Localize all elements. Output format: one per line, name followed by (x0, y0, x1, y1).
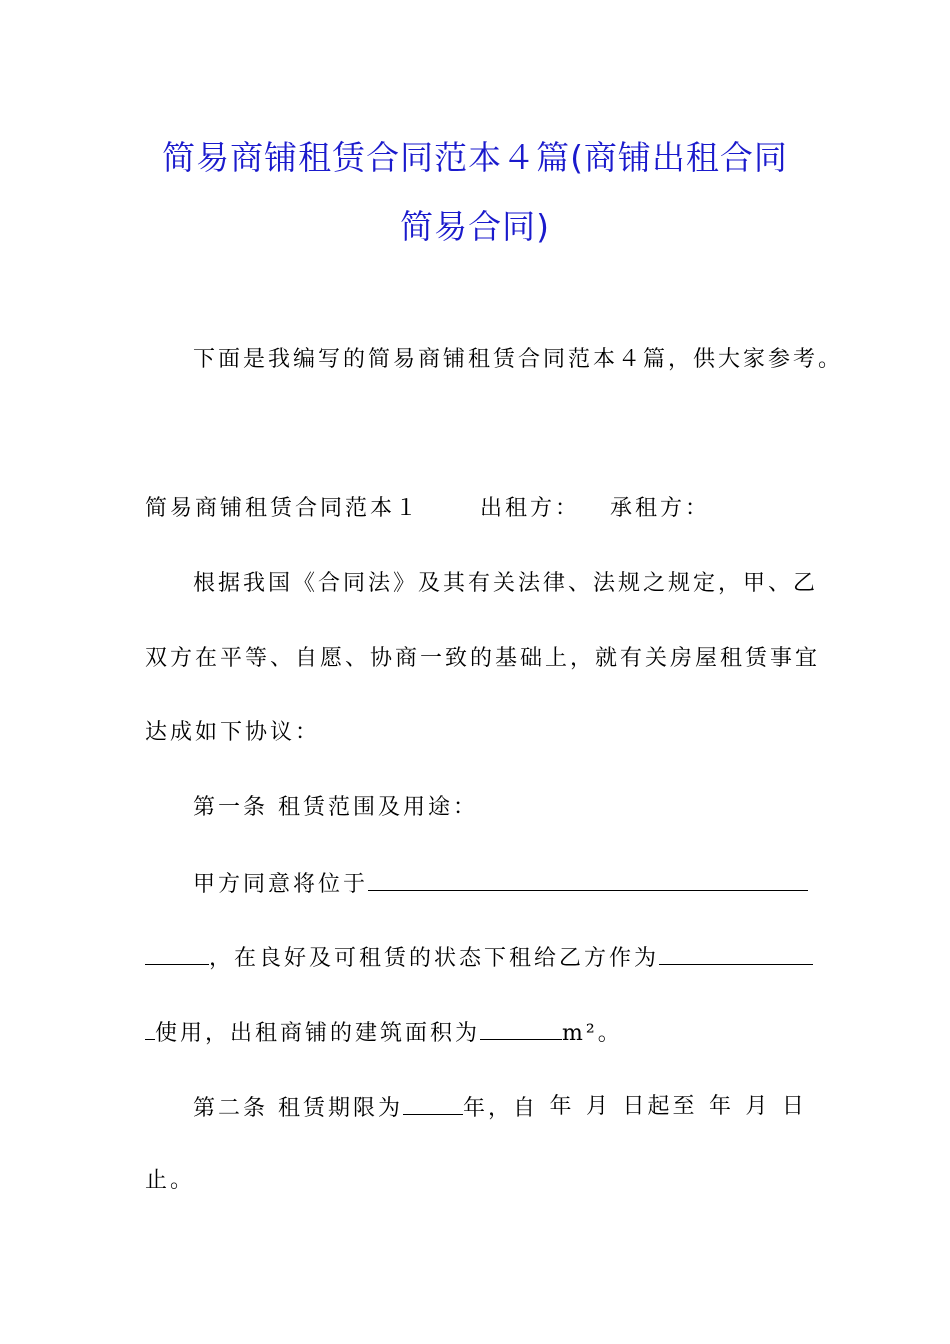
section-1-heading: 简易商铺租赁合同范本１ (145, 496, 421, 521)
article-1-line-1 (193, 868, 807, 900)
area-blank (480, 1017, 562, 1040)
area-unit: m²。 (562, 1021, 623, 1046)
location-blank-continued (145, 942, 209, 965)
lessor-label: 出租方： (480, 496, 581, 521)
article-2-tail-4: 年 (708, 1094, 734, 1119)
usage-blank-continued (145, 1017, 155, 1040)
article-2-tail-6: 日 (781, 1094, 807, 1119)
article-1-line-3 (145, 1017, 807, 1049)
article-2-line-2: 止。 (145, 1168, 196, 1193)
term-years-blank (403, 1092, 463, 1115)
article-1-line-3-text: 使用，出租商铺的建筑面积为 (155, 1021, 481, 1046)
article-2-tail-0: 年，自 (463, 1096, 539, 1121)
article-2-tail-1: 年 (549, 1094, 575, 1119)
article-2-tail-2: 月 (585, 1094, 611, 1119)
article-1-line-2-text: ，在良好及可租赁的状态下租给乙方作为 (209, 946, 660, 971)
document-title-line-1: 简易商铺租赁合同范本４篇(商铺出租合同 (162, 138, 788, 177)
usage-blank (659, 942, 813, 965)
lessee-label: 承租方： (610, 496, 711, 521)
para-1-line-3: 达成如下协议： (145, 720, 321, 745)
intro-paragraph: 下面是我编写的简易商铺租赁合同范本４篇，供大家参考。 (193, 347, 844, 372)
article-2-tail-5: 月 (745, 1094, 771, 1119)
article-1-line-1-text: 甲方同意将位于 (193, 872, 369, 897)
location-blank (368, 868, 808, 891)
para-1-line-1: 根据我国《合同法》及其有关法律、法规之规定，甲、乙 (193, 571, 819, 596)
article-2-tail-3: 日起至 (622, 1094, 698, 1119)
article-2-text: 第二条 租赁期限为 (193, 1096, 403, 1121)
article-2-term-group (193, 1092, 538, 1124)
article-1-heading: 第一条 租赁范围及用途： (193, 795, 478, 820)
article-2-line-1 (193, 1092, 807, 1124)
para-1-line-2: 双方在平等、自愿、协商一致的基础上，就有关房屋租赁事宜 (145, 646, 821, 671)
document-title-line-2: 简易合同) (400, 207, 550, 246)
section-1-heading-line (145, 494, 807, 524)
article-1-line-2 (145, 942, 807, 974)
